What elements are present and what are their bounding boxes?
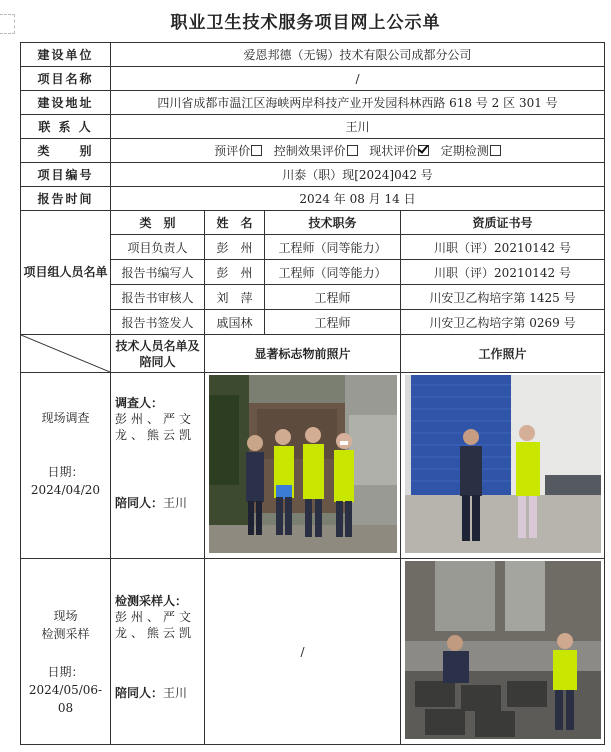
project-label: 项目名称	[21, 67, 111, 91]
landmark-header: 显著标志物前照片	[205, 335, 401, 373]
survey-people-title: 调查人：	[115, 396, 164, 410]
staff-header: 技术人员名单及陪同人	[111, 335, 205, 373]
contact-label: 联 系 人	[21, 115, 111, 139]
member-name: 彭 州	[205, 235, 265, 260]
member-role: 报告书审核人	[111, 285, 205, 310]
sampling-date-label: 日期：	[47, 665, 84, 679]
sampling-label-1: 现场	[53, 609, 78, 623]
survey-staff-cell	[111, 373, 205, 559]
checkbox-icon	[347, 145, 358, 156]
work-photo-image	[405, 375, 601, 553]
sampling-work-photo	[401, 559, 605, 745]
survey-companion: 陪同人：王川	[115, 496, 188, 510]
survey-label: 现场调查	[41, 411, 90, 425]
landmark-photo-image	[209, 375, 397, 553]
contact-value: 王川	[111, 115, 605, 139]
survey-date: 2024/04/20	[30, 483, 101, 497]
notice-table	[20, 42, 605, 745]
row-code	[21, 163, 605, 187]
page-title: 职业卫生技术服务项目网上公示单	[170, 13, 441, 33]
sampling-label-2: 检测采样	[41, 627, 90, 641]
survey-landmark-photo	[205, 373, 401, 559]
survey-work-photo	[401, 373, 605, 559]
sampling-companion: 陪同人：王川	[115, 686, 188, 700]
row-address	[21, 91, 605, 115]
team-header-row	[21, 211, 605, 235]
category-label: 类 别	[21, 139, 111, 163]
work-header: 工作照片	[401, 335, 605, 373]
team-header-cert: 资质证书号	[401, 211, 605, 235]
member-title: 工程师（同等能力）	[265, 235, 401, 260]
member-role: 报告书签发人	[111, 310, 205, 335]
sampling-row	[21, 559, 605, 745]
category-option: 控制效果评价	[274, 144, 358, 158]
team-header-name: 姓 名	[205, 211, 265, 235]
member-title: 工程师（同等能力）	[265, 260, 401, 285]
row-project	[21, 67, 605, 91]
category-option: 现状评价	[369, 144, 429, 158]
team-group-label: 项目组人员名单	[21, 211, 111, 335]
category-option: 定期检测	[441, 144, 501, 158]
photo-header-row	[21, 335, 605, 373]
survey-label-cell	[21, 373, 111, 559]
project-value: /	[111, 67, 605, 91]
code-label: 项目编号	[21, 163, 111, 187]
sampling-label-cell	[21, 559, 111, 745]
survey-date-label: 日期：	[47, 465, 84, 479]
team-header-role: 类 别	[111, 211, 205, 235]
member-title: 工程师	[265, 285, 401, 310]
member-title: 工程师	[265, 310, 401, 335]
unit-value: 爱恩邦德（无锡）技术有限公司成都分公司	[111, 43, 605, 67]
row-category	[21, 139, 605, 163]
checkbox-checked-icon	[418, 145, 429, 156]
blank-diagonal-cell	[21, 335, 111, 373]
sampling-people: 彭州、严文龙、熊云凯	[115, 610, 196, 640]
member-cert: 川职（评）20210142 号	[401, 235, 605, 260]
code-value: 川泰（职）现[2024]042 号	[111, 163, 605, 187]
row-contact	[21, 115, 605, 139]
member-cert: 川安卫乙构培字第 1425 号	[401, 285, 605, 310]
row-report-time	[21, 187, 605, 211]
address-label: 建设地址	[21, 91, 111, 115]
member-cert: 川安卫乙构培字第 0269 号	[401, 310, 605, 335]
row-unit	[21, 43, 605, 67]
member-name: 刘 萍	[205, 285, 265, 310]
sampling-staff-cell	[111, 559, 205, 745]
member-cert: 川职（评）20210142 号	[401, 260, 605, 285]
survey-row	[21, 373, 605, 559]
category-option: 预评价	[214, 144, 262, 158]
survey-people: 彭州、严文龙、熊云凯	[115, 412, 196, 442]
sampling-date: 2024/05/06-08	[28, 683, 103, 715]
checkbox-icon	[490, 145, 501, 156]
unit-label: 建设单位	[21, 43, 111, 67]
member-role: 报告书编写人	[111, 260, 205, 285]
sampling-photo-image	[405, 561, 601, 739]
sampling-landmark-photo: /	[205, 559, 401, 745]
diagonal-line	[21, 335, 110, 372]
report-time-label: 报告时间	[21, 187, 111, 211]
member-name: 戚国林	[205, 310, 265, 335]
address-value: 四川省成都市温江区海峡两岸科技产业开发园科林西路 618 号 2 区 301 号	[111, 91, 605, 115]
team-header-title: 技术职务	[265, 211, 401, 235]
member-role: 项目负责人	[111, 235, 205, 260]
sampling-people-title: 检测采样人：	[115, 594, 188, 608]
report-time-value: 2024 年 08 月 14 日	[111, 187, 605, 211]
member-name: 彭 州	[205, 260, 265, 285]
category-options	[111, 139, 605, 163]
checkbox-icon	[251, 145, 262, 156]
